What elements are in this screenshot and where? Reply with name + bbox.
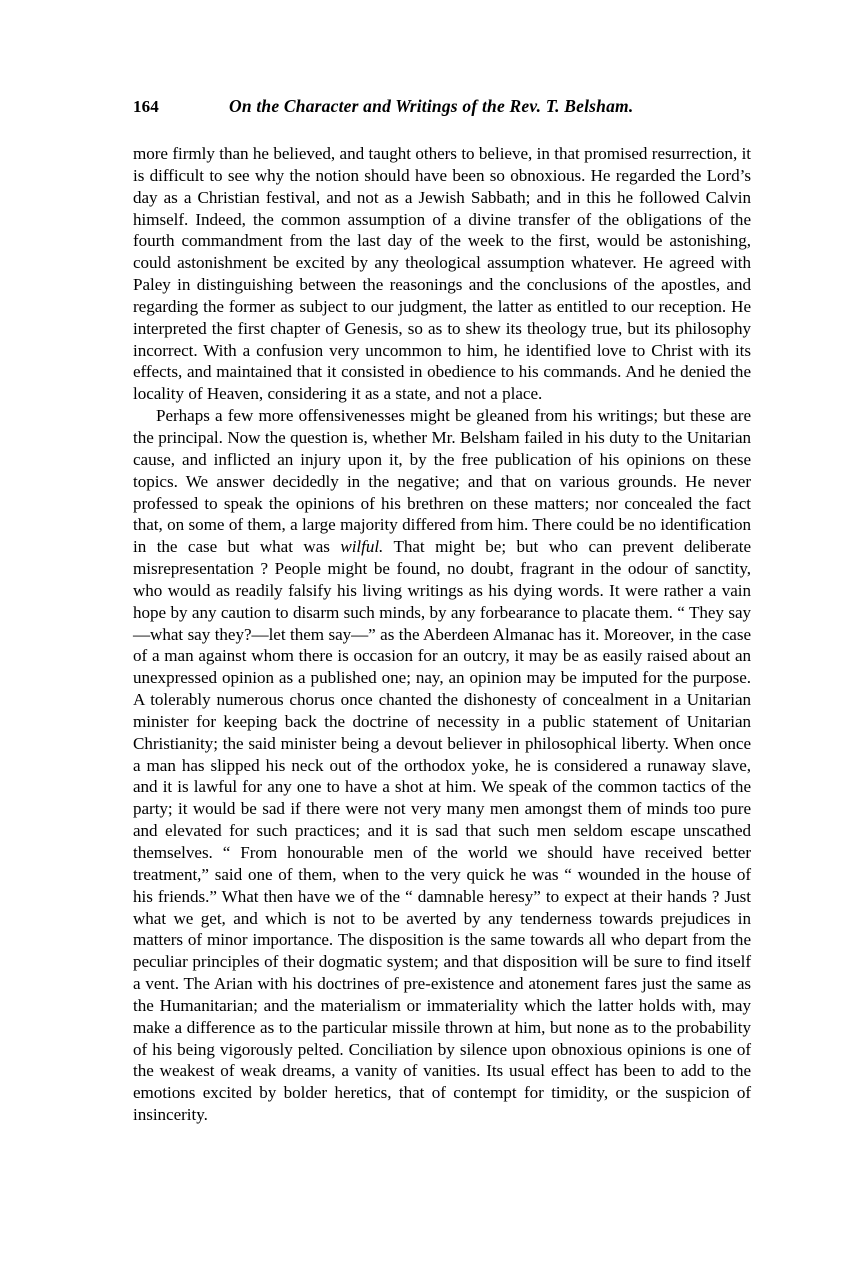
body-paragraph-1: more firmly than he believed, and taught others to believe, in that promised resurrection, it is difficult to see why the notion should have been so obnoxious. He regarded the Lord’s day as a Christian festival, and not as a Jewish Sabbath; and in this he followed Calvin himself. Indeed, the common assumption of a divine transfer of the obligations of the fourth commandment from the last day of the week to the first, would be astonishing, could astonishment be excited by any theological assumption whatever. He agreed with Paley in distinguishing between the reasonings and the conclusions of the apostles, and regarding the former as subject to our judgment, the latter as entitled to our reception. He interpreted the first chapter of Genesis, so as to shew its theology true, but its philosophy incorrect. With a confusion very uncommon to him, he identified love to Christ with its effects, and maintained that it consisted in obedience to his commands. And he denied the locality of Heaven, considering it as a state, and not a place. <box>133 144 751 404</box>
page-content <box>133 96 751 1126</box>
paragraph-2-segment-roman-2: That might be; but who can prevent deliberate misrepresentation ? People might be found, no doubt, fragrant in the odour of sanctity, who would as readily falsify his living writings as his dying words. It were rather a vain hope by any caution to disarm such minds, by any forbearance to placate them. “ They say—what say they?—let them say—” as the Aberdeen Almanac has it. Moreover, in the case of a man against whom there is occasion for an outcry, it may be as easily raised about an unexpressed opinion as a published one; nay, an opinion may be imputed for the purpose. A tolerably numerous chorus once chanted the dishonesty of concealment in a Unitarian minister for keeping back the doctrine of necessity in a public statement of Unitarian Christianity; the said minister being a devout believer in philosophical liberty. When once a man has slipped his neck out of the orthodox yoke, he is considered a runaway slave, and it is lawful for any one to have a shot at him. We speak of the common tactics of the party; it would be sad if there were not very many men amongst them of minds too pure and elevated for such practices; and it is sad that such men seldom escape unscathed themselves. “ From honourable men of the world we should have received better treatment,” said one of them, when to the very quick he was “ wounded in the house of his friends.” What then have we of the “ damnable heresy” to expect at their hands ? Just what we get, and which is not to be averted by any tenderness towards prejudices in matters of minor importance. The disposition is the same towards all who depart from the peculiar principles of their dogmatic system; and that disposition will be sure to find itself a vent. The Arian with his doctrines of pre-existence and atonement fares just the same as the Humanitarian; and the materialism or immateriality which the latter holds with, may make a difference as to the particular missile thrown at him, but none as to the probability of his being vigorously pelted. Conciliation by silence upon obnoxious opinions is one of the weakest of weak dreams, a vanity of vanities. Its usual effect has been to add to the emotions excited by bolder heretics, that of contempt for timidity, or the suspicion of insincerity. <box>133 537 751 1125</box>
paragraph-2-segment-roman-1: Perhaps a few more offensivenesses might be gleaned from his writings; but these are the principal. Now the question is, whether Mr. Belsham failed in his duty to the Unitarian cause, and inflicted an injury upon it, by the free publication of his opinions on these topics. We answer decidedly in the negative; and that on various grounds. He never professed to speak the opinions of his brethren on these matters; nor concealed the fact that, on some of them, a large majority differed from him. There could be no identification in the case but what was <box>133 406 751 557</box>
running-head <box>133 96 751 117</box>
paragraph-2-segment-italic-wilful: wilful. <box>340 537 384 557</box>
body-paragraph-2 <box>133 405 751 1126</box>
running-head-title: On the Character and Writings of the Rev. T. Belsham. <box>229 96 634 116</box>
page-number: 164 <box>133 97 159 116</box>
